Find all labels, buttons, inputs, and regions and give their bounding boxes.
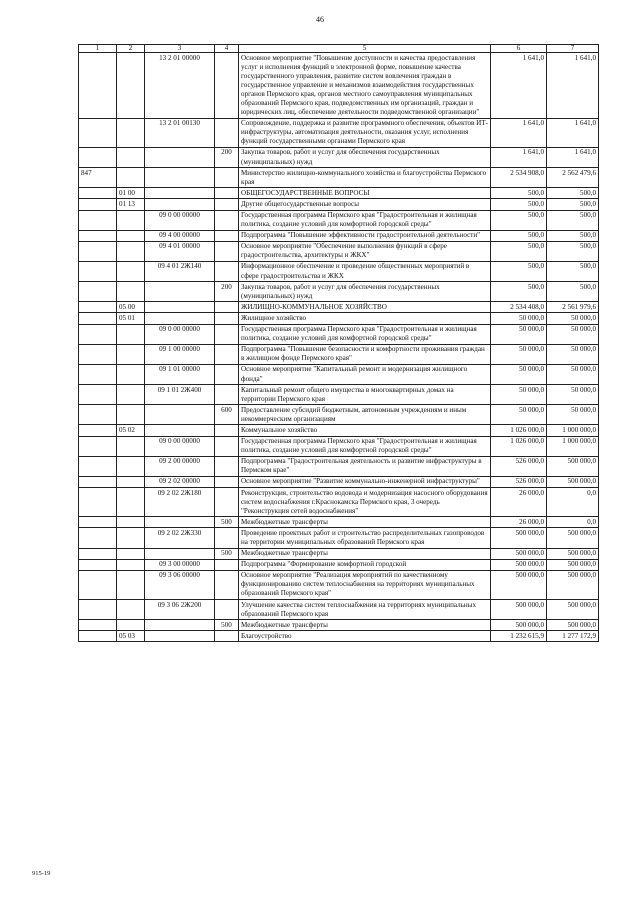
amount-year1-cell: 1 641,0 — [491, 118, 547, 147]
amount-year2-cell: 0,0 — [547, 488, 599, 517]
target-article-cell — [145, 548, 215, 559]
table-row — [79, 476, 599, 487]
amount-year2-cell: 0,0 — [547, 517, 599, 528]
item-name-cell: Основное мероприятие "Обеспечение выполнения функций в сфере градостроительства, архитектуры и ЖКХ" — [239, 241, 491, 261]
column-header-2: 2 — [117, 45, 145, 53]
table-row — [79, 210, 599, 230]
section-code-cell — [117, 600, 145, 620]
table-row — [79, 620, 599, 631]
expense-type-cell — [215, 488, 239, 517]
amount-year1-cell: 1 232 615,9 — [491, 631, 547, 642]
table-row — [79, 313, 599, 324]
amount-year2-cell: 500 000,0 — [547, 456, 599, 476]
section-code-cell — [117, 385, 145, 405]
target-article-cell: 09 2 02 00000 — [145, 476, 215, 487]
table-row — [79, 600, 599, 620]
target-article-cell: 09 2 02 2Ж180 — [145, 488, 215, 517]
ministry-code-cell — [79, 620, 117, 631]
item-name-cell: ОБЩЕГОСУДАРСТВЕННЫЕ ВОПРОСЫ — [239, 188, 491, 199]
expense-type-cell — [215, 210, 239, 230]
item-name-cell: Жилищное хозяйство — [239, 313, 491, 324]
amount-year1-cell: 1 026 000,0 — [491, 425, 547, 436]
table-row — [79, 282, 599, 302]
item-name-cell: Основное мероприятие "Реализация мероприятий по качественному функционированию систем теплоснабжения на территориях муниципальных образований Пермского края" — [239, 570, 491, 599]
expense-type-cell — [215, 476, 239, 487]
item-name-cell: Подпрограмма "Повышение эффективности градостроительной деятельности" — [239, 230, 491, 241]
item-name-cell: Основное мероприятие "Развитие коммунально-инженерной инфраструктуры" — [239, 476, 491, 487]
ministry-code-cell — [79, 188, 117, 199]
section-code-cell — [117, 147, 145, 167]
amount-year1-cell: 500 000,0 — [491, 600, 547, 620]
expense-type-cell — [215, 631, 239, 642]
amount-year1-cell: 26 000,0 — [491, 517, 547, 528]
ministry-code-cell — [79, 282, 117, 302]
target-article-cell: 13 2 01 00130 — [145, 118, 215, 147]
footer-code: 915-19 — [32, 870, 51, 877]
expense-type-cell — [215, 436, 239, 456]
item-name-cell: Закупка товаров, работ и услуг для обеспечения государственных (муниципальных) нужд — [239, 282, 491, 302]
ministry-code-cell — [79, 570, 117, 599]
amount-year1-cell: 50 000,0 — [491, 364, 547, 384]
section-code-cell — [117, 53, 145, 119]
expense-type-cell — [215, 385, 239, 405]
column-header-row — [79, 45, 599, 53]
item-name-cell: Другие общегосударственные вопросы — [239, 199, 491, 210]
amount-year1-cell: 500,0 — [491, 282, 547, 302]
item-name-cell: Улучшение качества систем теплоснабжения на территориях муниципальных образований Пермского края — [239, 600, 491, 620]
item-name-cell: Сопровождение, поддержка и развитие программного обеспечения, объектов ИТ-инфраструктуры, автоматизация деятельности, оказания услуг, исполнения функций государственными органами Пермского края — [239, 118, 491, 147]
table-row — [79, 385, 599, 405]
amount-year1-cell: 526 000,0 — [491, 456, 547, 476]
amount-year1-cell: 500 000,0 — [491, 528, 547, 548]
expense-type-cell — [215, 199, 239, 210]
section-code-cell — [117, 210, 145, 230]
amount-year2-cell: 1 000 000,0 — [547, 436, 599, 456]
target-article-cell — [145, 147, 215, 167]
section-code-cell — [117, 405, 145, 425]
target-article-cell: 09 1 00 00000 — [145, 344, 215, 364]
table-row — [79, 548, 599, 559]
table-row — [79, 631, 599, 642]
ministry-code-cell — [79, 199, 117, 210]
section-code-cell — [117, 548, 145, 559]
item-name-cell: Подпрограмма "Градостроительная деятельность и развитие инфраструктуры в Пермском крае" — [239, 456, 491, 476]
section-code-cell — [117, 559, 145, 570]
amount-year1-cell: 2 534 908,0 — [491, 168, 547, 188]
expense-type-cell — [215, 425, 239, 436]
item-name-cell: Информационное обеспечение и проведение общественных мероприятий в сфере градостроительства и ЖКХ — [239, 261, 491, 281]
section-code-cell: 05 01 — [117, 313, 145, 324]
ministry-code-cell — [79, 53, 117, 119]
section-code-cell — [117, 324, 145, 344]
amount-year2-cell: 500,0 — [547, 210, 599, 230]
amount-year1-cell: 50 000,0 — [491, 385, 547, 405]
amount-year1-cell: 500 000,0 — [491, 548, 547, 559]
target-article-cell: 09 3 06 00000 — [145, 570, 215, 599]
amount-year2-cell: 1 641,0 — [547, 118, 599, 147]
target-article-cell: 09 2 00 00000 — [145, 456, 215, 476]
table-row — [79, 147, 599, 167]
table-row — [79, 261, 599, 281]
section-code-cell — [117, 476, 145, 487]
amount-year2-cell: 500 000,0 — [547, 620, 599, 631]
amount-year1-cell: 500 000,0 — [491, 570, 547, 599]
item-name-cell: Благоустройство — [239, 631, 491, 642]
table-row — [79, 188, 599, 199]
amount-year2-cell: 50 000,0 — [547, 313, 599, 324]
target-article-cell: 09 1 01 2Ж400 — [145, 385, 215, 405]
expense-type-cell — [215, 53, 239, 119]
expense-type-cell — [215, 241, 239, 261]
item-name-cell: Министерство жилищно-коммунального хозяйства и благоустройства Пермского края — [239, 168, 491, 188]
section-code-cell — [117, 261, 145, 281]
amount-year1-cell: 500,0 — [491, 188, 547, 199]
amount-year2-cell: 500,0 — [547, 241, 599, 261]
target-article-cell — [145, 168, 215, 188]
target-article-cell: 09 0 00 00000 — [145, 210, 215, 230]
column-header-5: 5 — [239, 45, 491, 53]
amount-year1-cell: 2 534 408,0 — [491, 302, 547, 313]
amount-year2-cell: 50 000,0 — [547, 405, 599, 425]
target-article-cell: 09 3 00 00000 — [145, 559, 215, 570]
table-row — [79, 488, 599, 517]
section-code-cell — [117, 344, 145, 364]
amount-year2-cell: 500 000,0 — [547, 570, 599, 599]
section-code-cell — [117, 168, 145, 188]
target-article-cell — [145, 302, 215, 313]
item-name-cell: Основное мероприятие "Капитальный ремонт и модернизация жилищного фонда" — [239, 364, 491, 384]
table-body — [79, 45, 599, 642]
amount-year2-cell: 500,0 — [547, 282, 599, 302]
amount-year2-cell: 2 562 479,6 — [547, 168, 599, 188]
ministry-code-cell — [79, 313, 117, 324]
amount-year2-cell: 50 000,0 — [547, 324, 599, 344]
amount-year1-cell: 500,0 — [491, 230, 547, 241]
section-code-cell — [117, 620, 145, 631]
table-row — [79, 168, 599, 188]
ministry-code-cell — [79, 528, 117, 548]
table-row — [79, 570, 599, 599]
section-code-cell — [117, 528, 145, 548]
expense-type-cell: 500 — [215, 517, 239, 528]
table-row — [79, 405, 599, 425]
section-code-cell — [117, 456, 145, 476]
expense-type-cell: 200 — [215, 147, 239, 167]
target-article-cell: 09 4 01 2Ж140 — [145, 261, 215, 281]
amount-year2-cell: 50 000,0 — [547, 364, 599, 384]
amount-year1-cell: 500,0 — [491, 261, 547, 281]
amount-year1-cell: 50 000,0 — [491, 313, 547, 324]
amount-year2-cell: 500 000,0 — [547, 476, 599, 487]
ministry-code-cell — [79, 302, 117, 313]
item-name-cell: Межбюджетные трансферты — [239, 620, 491, 631]
section-code-cell — [117, 364, 145, 384]
amount-year1-cell: 50 000,0 — [491, 344, 547, 364]
ministry-code-cell — [79, 385, 117, 405]
expense-type-cell — [215, 600, 239, 620]
table-row — [79, 559, 599, 570]
target-article-cell: 09 0 00 00000 — [145, 324, 215, 344]
amount-year2-cell: 1 000 000,0 — [547, 425, 599, 436]
amount-year1-cell: 26 000,0 — [491, 488, 547, 517]
expense-type-cell — [215, 261, 239, 281]
expense-type-cell — [215, 302, 239, 313]
item-name-cell: Межбюджетные трансферты — [239, 548, 491, 559]
section-code-cell: 01 13 — [117, 199, 145, 210]
expense-type-cell: 200 — [215, 282, 239, 302]
target-article-cell — [145, 199, 215, 210]
item-name-cell: Предоставление субсидий бюджетным, автономным учреждениям и иным некоммерческим организациям — [239, 405, 491, 425]
amount-year1-cell: 500 000,0 — [491, 559, 547, 570]
item-name-cell: ЖИЛИЩНО-КОММУНАЛЬНОЕ ХОЗЯЙСТВО — [239, 302, 491, 313]
ministry-code-cell — [79, 476, 117, 487]
expense-type-cell — [215, 559, 239, 570]
table-row — [79, 456, 599, 476]
target-article-cell — [145, 425, 215, 436]
expense-type-cell — [215, 324, 239, 344]
expense-type-cell — [215, 528, 239, 548]
section-code-cell — [117, 118, 145, 147]
table-row — [79, 517, 599, 528]
amount-year2-cell: 1 641,0 — [547, 147, 599, 167]
amount-year2-cell: 1 641,0 — [547, 53, 599, 119]
item-name-cell: Подпрограмма "Формирование комфортной городской — [239, 559, 491, 570]
amount-year2-cell: 50 000,0 — [547, 344, 599, 364]
expense-type-cell — [215, 168, 239, 188]
amount-year1-cell: 526 000,0 — [491, 476, 547, 487]
target-article-cell — [145, 631, 215, 642]
table-row — [79, 436, 599, 456]
ministry-code-cell — [79, 364, 117, 384]
amount-year1-cell: 1 641,0 — [491, 53, 547, 119]
column-header-1: 1 — [79, 45, 117, 53]
section-code-cell: 05 02 — [117, 425, 145, 436]
amount-year2-cell: 2 561 979,6 — [547, 302, 599, 313]
section-code-cell — [117, 241, 145, 261]
amount-year2-cell: 500 000,0 — [547, 548, 599, 559]
amount-year2-cell: 1 277 172,9 — [547, 631, 599, 642]
ministry-code-cell — [79, 261, 117, 281]
item-name-cell: Подпрограмма "Повышение безопасности и комфортности проживания граждан в жилищном фонде Пермского края" — [239, 344, 491, 364]
budget-table — [78, 44, 599, 642]
ministry-code-cell — [79, 631, 117, 642]
amount-year1-cell: 500 000,0 — [491, 620, 547, 631]
amount-year2-cell: 500 000,0 — [547, 600, 599, 620]
ministry-code-cell — [79, 425, 117, 436]
ministry-code-cell — [79, 517, 117, 528]
item-name-cell: Государственная программа Пермского края "Градостроительная и жилищная политика, создание условий для комфортной городской среды" — [239, 436, 491, 456]
amount-year2-cell: 500 000,0 — [547, 559, 599, 570]
amount-year2-cell: 500 000,0 — [547, 528, 599, 548]
ministry-code-cell — [79, 118, 117, 147]
section-code-cell — [117, 282, 145, 302]
section-code-cell: 05 03 — [117, 631, 145, 642]
table-row — [79, 230, 599, 241]
column-header-4: 4 — [215, 45, 239, 53]
expense-type-cell: 500 — [215, 548, 239, 559]
ministry-code-cell — [79, 230, 117, 241]
ministry-code-cell — [79, 600, 117, 620]
amount-year2-cell: 500,0 — [547, 230, 599, 241]
section-code-cell — [117, 230, 145, 241]
expense-type-cell — [215, 344, 239, 364]
item-name-cell: Государственная программа Пермского края "Градостроительная и жилищная политика, создание условий для комфортной городской среды" — [239, 324, 491, 344]
table-row — [79, 364, 599, 384]
target-article-cell: 09 4 01 00000 — [145, 241, 215, 261]
section-code-cell — [117, 570, 145, 599]
table-row — [79, 302, 599, 313]
ministry-code-cell — [79, 324, 117, 344]
amount-year2-cell: 500,0 — [547, 188, 599, 199]
section-code-cell: 01 00 — [117, 188, 145, 199]
target-article-cell — [145, 188, 215, 199]
ministry-code-cell — [79, 488, 117, 517]
item-name-cell: Проведение проектных работ и строительство распределительных газопроводов на территории муниципальных образований Пермского края — [239, 528, 491, 548]
table-row — [79, 324, 599, 344]
expense-type-cell — [215, 230, 239, 241]
item-name-cell: Основное мероприятие "Повышение доступности и качества предоставления услуг и исполнения функций в электронной форме, повышение качества государственного управления, развитие систем вовлечения граждан в государственное управление и механизмов взаимодействия государственных органов Пермского края, органов местного самоуправления муниципальных образований Пермского края, подведомственных им организаций, граждан и юридических лиц, обеспечение деятельности подведомственной организации" — [239, 53, 491, 119]
ministry-code-cell — [79, 456, 117, 476]
ministry-code-cell — [79, 548, 117, 559]
section-code-cell: 05 00 — [117, 302, 145, 313]
target-article-cell: 09 0 00 00000 — [145, 436, 215, 456]
amount-year1-cell: 50 000,0 — [491, 324, 547, 344]
ministry-code-cell — [79, 405, 117, 425]
target-article-cell — [145, 405, 215, 425]
ministry-code-cell — [79, 559, 117, 570]
amount-year1-cell: 50 000,0 — [491, 405, 547, 425]
amount-year1-cell: 1 026 000,0 — [491, 436, 547, 456]
page-number: 46 — [316, 15, 324, 24]
expense-type-cell — [215, 456, 239, 476]
target-article-cell: 09 4 00 00000 — [145, 230, 215, 241]
ministry-code-cell — [79, 241, 117, 261]
amount-year2-cell: 500,0 — [547, 261, 599, 281]
table-row — [79, 344, 599, 364]
item-name-cell: Реконструкция, строительство водовода и модернизация насосного оборудования систем водоснабжения г.Краснокамска Пермского края, 3 очередь "Реконструкция сетей водоснабжения" — [239, 488, 491, 517]
target-article-cell: 13 2 01 00000 — [145, 53, 215, 119]
table-row — [79, 199, 599, 210]
ministry-code-cell — [79, 210, 117, 230]
item-name-cell: Капитальный ремонт общего имущества в многоквартирных домах на территории Пермского края — [239, 385, 491, 405]
section-code-cell — [117, 436, 145, 456]
expense-type-cell — [215, 118, 239, 147]
column-header-6: 6 — [491, 45, 547, 53]
item-name-cell: Коммунальное хозяйство — [239, 425, 491, 436]
amount-year1-cell: 500,0 — [491, 210, 547, 230]
ministry-code-cell: 847 — [79, 168, 117, 188]
column-header-7: 7 — [547, 45, 599, 53]
item-name-cell: Государственная программа Пермского края "Градостроительная и жилищная политика, создание условий для комфортной городской среды" — [239, 210, 491, 230]
target-article-cell: 09 3 06 2Ж200 — [145, 600, 215, 620]
amount-year2-cell: 50 000,0 — [547, 385, 599, 405]
ministry-code-cell — [79, 436, 117, 456]
expense-type-cell — [215, 313, 239, 324]
amount-year1-cell: 500,0 — [491, 199, 547, 210]
expense-type-cell: 500 — [215, 620, 239, 631]
target-article-cell: 09 1 01 00000 — [145, 364, 215, 384]
expense-type-cell — [215, 188, 239, 199]
target-article-cell — [145, 517, 215, 528]
table-row — [79, 241, 599, 261]
table-row — [79, 53, 599, 119]
table-row — [79, 528, 599, 548]
target-article-cell — [145, 313, 215, 324]
item-name-cell: Межбюджетные трансферты — [239, 517, 491, 528]
section-code-cell — [117, 488, 145, 517]
table-row — [79, 118, 599, 147]
amount-year2-cell: 500,0 — [547, 199, 599, 210]
amount-year1-cell: 1 641,0 — [491, 147, 547, 167]
section-code-cell — [117, 517, 145, 528]
target-article-cell — [145, 282, 215, 302]
amount-year1-cell: 500,0 — [491, 241, 547, 261]
table-row — [79, 425, 599, 436]
target-article-cell: 09 2 02 2Ж330 — [145, 528, 215, 548]
target-article-cell — [145, 620, 215, 631]
expense-type-cell: 600 — [215, 405, 239, 425]
item-name-cell: Закупка товаров, работ и услуг для обеспечения государственных (муниципальных) нужд — [239, 147, 491, 167]
expense-type-cell — [215, 570, 239, 599]
ministry-code-cell — [79, 147, 117, 167]
column-header-3: 3 — [145, 45, 215, 53]
ministry-code-cell — [79, 344, 117, 364]
expense-type-cell — [215, 364, 239, 384]
